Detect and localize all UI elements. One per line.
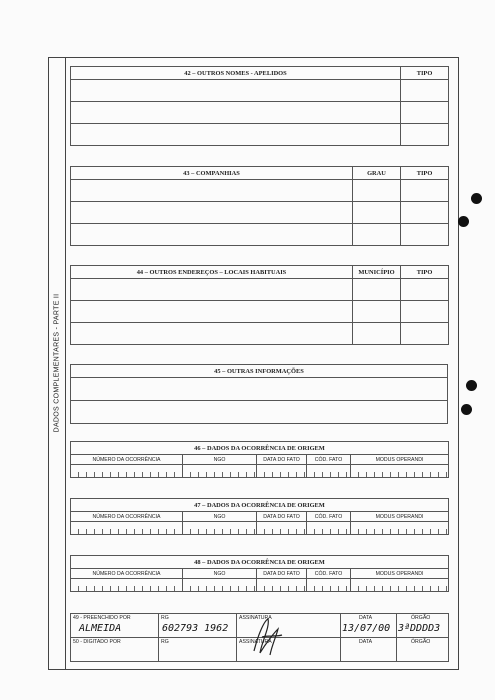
input-cell[interactable] [401, 202, 449, 224]
input-row[interactable] [71, 279, 353, 301]
modus-operandi-field[interactable] [351, 465, 449, 478]
input-row[interactable] [71, 224, 353, 246]
input-cell[interactable] [353, 323, 401, 345]
col-modus-operandi: MODUS OPERANDI [351, 569, 449, 579]
section-43-title: 43 – COMPANHIAS [71, 167, 353, 180]
modus-operandi-field[interactable] [351, 579, 449, 592]
section-47-table [70, 498, 449, 535]
section-42-table [70, 66, 449, 146]
punch-hole [466, 380, 477, 391]
rg1-label: RG [161, 615, 169, 621]
section-45-table [70, 364, 448, 424]
handwritten-signature [248, 615, 288, 657]
col-cod-fato: CÓD. FATO [307, 569, 351, 579]
section-42-title: 42 – OUTROS NOMES - APELIDOS [71, 67, 401, 80]
input-cell[interactable] [353, 180, 401, 202]
orgao2-label: ÓRGÃO [411, 639, 431, 645]
section-47-title: 47 – DADOS DA OCORRÊNCIA DE ORIGEM [71, 499, 449, 512]
col-data-fato: DATA DO FATO [257, 512, 307, 522]
section-44-table [70, 265, 449, 345]
numero-ocorrencia-field[interactable] [71, 465, 183, 478]
input-cell[interactable] [401, 80, 449, 102]
input-cell[interactable] [401, 102, 449, 124]
input-cell[interactable] [401, 323, 449, 345]
data-fato-field[interactable] [257, 579, 307, 592]
punch-hole [461, 404, 472, 415]
cod-fato-field[interactable] [307, 465, 351, 478]
orgao1-cell[interactable] [397, 614, 449, 638]
col-modus-operandi: MODUS OPERANDI [351, 455, 449, 465]
input-row[interactable] [71, 378, 448, 401]
side-label: DADOS COMPLEMENTARES - PARTE II [53, 293, 61, 433]
modus-operandi-field[interactable] [351, 522, 449, 535]
input-row[interactable] [71, 202, 353, 224]
preenchido-label: 49 - PREENCHIDO POR [73, 615, 131, 621]
section-46-table [70, 441, 449, 478]
assinatura1-label: ASSINATURA [239, 615, 272, 621]
section-46-title: 46 – DADOS DA OCORRÊNCIA DE ORIGEM [71, 442, 449, 455]
section-44-title: 44 – OUTROS ENDEREÇOS – LOCAIS HABITUAIS [71, 266, 353, 279]
col-ngo: NGO [183, 512, 257, 522]
data1-label: DATA [359, 615, 373, 621]
col-ngo: NGO [183, 455, 257, 465]
col-numero-ocorrencia: NÚMERO DA OCORRÊNCIA [71, 569, 183, 579]
col-tipo: TIPO [401, 266, 449, 279]
ngo-field[interactable] [183, 579, 257, 592]
digitado-label: 50 - DIGITADO POR [73, 639, 121, 645]
data-fato-field[interactable] [257, 522, 307, 535]
input-row[interactable] [71, 124, 401, 146]
ngo-field[interactable] [183, 465, 257, 478]
input-row[interactable] [71, 180, 353, 202]
hand-name: ALMEIDA [79, 623, 122, 634]
data1-cell[interactable] [341, 614, 397, 638]
input-cell[interactable] [401, 224, 449, 246]
input-row[interactable] [71, 102, 401, 124]
input-row[interactable] [71, 401, 448, 424]
section-43-table [70, 166, 449, 246]
assinatura2-label: ASSINATURA [239, 639, 272, 645]
ngo-field[interactable] [183, 522, 257, 535]
col-cod-fato: CÓD. FATO [307, 512, 351, 522]
punch-hole [471, 193, 482, 204]
section-48-table [70, 555, 449, 592]
col-numero-ocorrencia: NÚMERO DA OCORRÊNCIA [71, 455, 183, 465]
orgao1-label: ÓRGÃO [411, 615, 431, 621]
col-data-fato: DATA DO FATO [257, 455, 307, 465]
preenchido-cell[interactable] [71, 614, 159, 638]
cod-fato-field[interactable] [307, 522, 351, 535]
input-cell[interactable] [401, 180, 449, 202]
col-modus-operandi: MODUS OPERANDI [351, 512, 449, 522]
punch-hole [458, 216, 469, 227]
input-row[interactable] [71, 301, 353, 323]
hand-date: 13/07/00 [342, 623, 391, 634]
input-cell[interactable] [353, 279, 401, 301]
input-cell[interactable] [401, 124, 449, 146]
col-tipo: TIPO [401, 67, 449, 80]
hand-rg: 602793 1962 [162, 623, 229, 634]
input-cell[interactable] [401, 279, 449, 301]
input-cell[interactable] [353, 301, 401, 323]
digitado-cell[interactable] [71, 638, 159, 662]
col-data-fato: DATA DO FATO [257, 569, 307, 579]
orgao2-cell[interactable] [397, 638, 449, 662]
rg1-cell[interactable] [159, 614, 237, 638]
col-ngo: NGO [183, 569, 257, 579]
cod-fato-field[interactable] [307, 579, 351, 592]
input-cell[interactable] [353, 202, 401, 224]
input-row[interactable] [71, 80, 401, 102]
col-numero-ocorrencia: NÚMERO DA OCORRÊNCIA [71, 512, 183, 522]
numero-ocorrencia-field[interactable] [71, 522, 183, 535]
col-municipio: MUNICÍPIO [353, 266, 401, 279]
data2-cell[interactable] [341, 638, 397, 662]
numero-ocorrencia-field[interactable] [71, 579, 183, 592]
input-row[interactable] [71, 323, 353, 345]
input-cell[interactable] [401, 301, 449, 323]
data-fato-field[interactable] [257, 465, 307, 478]
rg2-cell[interactable] [159, 638, 237, 662]
rg2-label: RG [161, 639, 169, 645]
col-grau: GRAU [353, 167, 401, 180]
col-cod-fato: CÓD. FATO [307, 455, 351, 465]
hand-orgao: 3ªDDDD3 [398, 623, 441, 634]
input-cell[interactable] [353, 224, 401, 246]
section-45-title: 45 – OUTRAS INFORMAÇÕES [71, 365, 448, 378]
section-48-title: 48 – DADOS DA OCORRÊNCIA DE ORIGEM [71, 556, 449, 569]
col-tipo: TIPO [401, 167, 449, 180]
data2-label: DATA [359, 639, 373, 645]
